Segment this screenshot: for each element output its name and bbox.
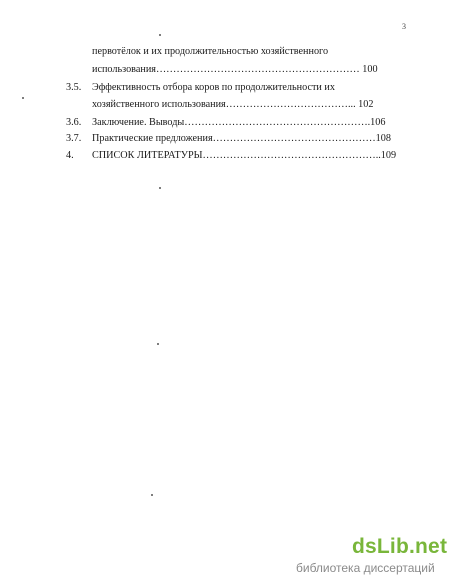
toc-entry-3-6-text: Заключение. Выводы……………………………………………….106 — [92, 117, 386, 128]
toc-entry-3-7-text: Практические предложения…………………………………………108 — [92, 133, 391, 144]
scan-speck — [159, 187, 161, 189]
watermark-logo — [352, 535, 447, 559]
page-number: 3 — [402, 22, 406, 31]
toc-entry-3-4-line1: первотёлок и их продолжительностью хозяйственного — [92, 46, 329, 57]
watermark-subtitle: библиотека диссертаций — [296, 561, 435, 575]
toc-entry-3-5-line1: Эффективность отбора коров по продолжительности их — [92, 82, 335, 93]
toc-entry-3-4-line2: использования…………………………………………………… 100 — [92, 64, 378, 75]
scan-speck — [22, 97, 24, 99]
toc-entry-4-text: СПИСОК ЛИТЕРАТУРЫ……………………………………………..109 — [92, 150, 397, 161]
scan-speck — [157, 343, 159, 345]
toc-entry-3-5-number: 3.5. — [66, 82, 82, 93]
scan-speck — [159, 34, 161, 36]
toc-entry-4-number: 4. — [66, 150, 74, 161]
toc-entry-3-5-line2: хозяйственного использования………………………………... 102 — [92, 99, 374, 110]
scan-speck — [151, 494, 153, 496]
toc-entry-3-7-number: 3.7. — [66, 133, 82, 144]
toc-entry-3-6-number: 3.6. — [66, 117, 82, 128]
watermark-logo-main: dsLib — [352, 535, 409, 558]
watermark-logo-tld: .net — [409, 535, 448, 558]
